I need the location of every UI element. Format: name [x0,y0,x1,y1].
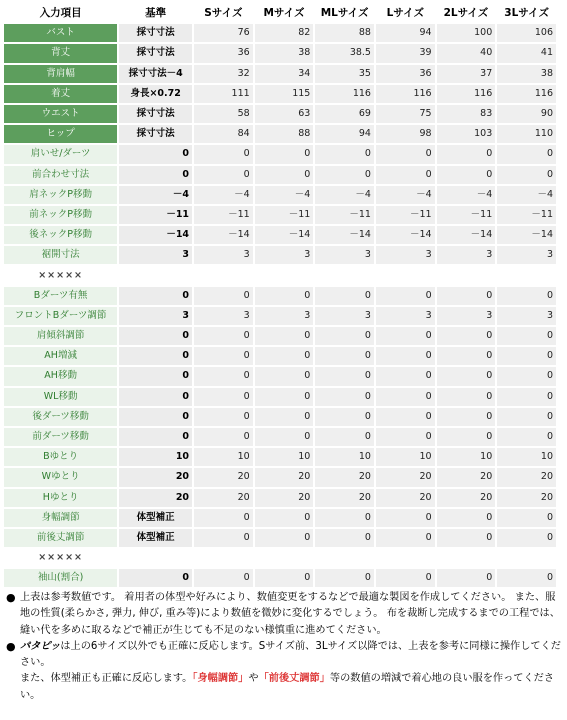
size-value-cell: 3 [376,307,435,325]
note-text: 上表は参考数値です。 着用者の体型や好みにより、数値変更をするなどで最適な製図を作成してください。 また、服地の性質(柔らかさ, 弾力, 伸び, 重み等)により数値を微妙に変化するでしょう。 布を裁断し完成するまでの工程では、縫い代を多めに取るなどで補正が生じても不足のない様慎重に進めてください。 [20,592,560,636]
size-value-cell: 20 [194,468,253,486]
size-value-cell: 0 [194,327,253,345]
note-item [6,639,562,672]
separator-label: ××××× [4,549,117,567]
base-cell: 採寸寸法 [119,24,192,42]
size-value-cell: 0 [376,388,435,406]
row-label: ヒップ [4,125,117,143]
base-cell: 3 [119,246,192,264]
empty-cell [437,549,496,567]
header-cell: 3Lサイズ [497,4,556,22]
size-value-cell: 3 [194,246,253,264]
size-value-cell: 0 [194,569,253,587]
size-value-cell: 110 [497,125,556,143]
size-value-cell: 20 [376,468,435,486]
highlight-term: 「前後丈調節」 [258,673,330,685]
row-label: 前合わせ寸法 [4,166,117,184]
header-cell: Lサイズ [376,4,435,22]
size-value-cell: 0 [194,145,253,163]
size-value-cell: 32 [194,65,253,83]
size-value-cell: 0 [315,367,374,385]
size-value-cell: 0 [194,388,253,406]
row-label: 着丈 [4,85,117,103]
row-label: 袖山(割合) [4,569,117,587]
row-label: 肩いせ/ダーツ [4,145,117,163]
empty-cell [315,549,374,567]
size-value-cell: 0 [497,347,556,365]
size-value-cell: 0 [497,408,556,426]
note-text: や [248,673,259,685]
size-value-cell: 0 [194,347,253,365]
empty-cell [497,266,556,284]
size-value-cell: －4 [255,186,314,204]
size-value-cell: －11 [194,206,253,224]
size-value-cell: 82 [255,24,314,42]
size-value-cell: 10 [437,448,496,466]
size-value-cell: －4 [497,186,556,204]
base-cell: 採寸寸法－4 [119,65,192,83]
table-row [4,327,556,345]
size-value-cell: 20 [376,489,435,507]
row-label: Wゆとり [4,468,117,486]
size-value-cell: 0 [194,428,253,446]
note-text: は上の6サイズ以外でも正確に反応します。Sサイズ前、3Lサイズ以降では、上表を参考に同様に操作してください。 [20,640,561,669]
size-value-cell: 3 [255,307,314,325]
size-value-cell: 0 [194,529,253,547]
size-value-cell: 0 [194,509,253,527]
note-item [6,590,562,639]
highlight-term: 「身幅調節」 [192,673,249,685]
base-cell: 0 [119,428,192,446]
size-value-cell: 0 [194,287,253,305]
empty-cell [315,266,374,284]
size-value-cell: 0 [437,428,496,446]
size-value-cell: 0 [255,428,314,446]
note-text: 等の数値の増減で着心地の良い服を作ってください。 [20,673,555,701]
row-label: フロントBダーツ調節 [4,307,117,325]
size-value-cell: 0 [376,347,435,365]
size-value-cell: 0 [315,408,374,426]
size-value-cell: －4 [376,186,435,204]
size-value-cell: 0 [376,166,435,184]
size-value-cell: 100 [437,24,496,42]
size-value-cell: 0 [376,509,435,527]
row-label: 前後丈調節 [4,529,117,547]
base-cell: 20 [119,489,192,507]
size-value-cell: 10 [376,448,435,466]
size-value-cell: －14 [497,226,556,244]
size-value-cell: 36 [194,44,253,62]
base-cell: 体型補正 [119,509,192,527]
size-value-cell: 0 [255,509,314,527]
row-label: 肩傾斜調節 [4,327,117,345]
bullet-icon: ● [6,591,16,604]
table-row [4,529,556,547]
row-label: 裾開寸法 [4,246,117,264]
size-value-cell: 3 [437,307,496,325]
size-value-cell: 90 [497,105,556,123]
size-value-cell: 36 [376,65,435,83]
table-row [4,246,556,264]
table-row [4,428,556,446]
size-value-cell: 0 [315,287,374,305]
table-row [4,206,556,224]
size-value-cell: 3 [497,307,556,325]
size-value-cell: 115 [255,85,314,103]
bullet-icon: ● [6,639,16,653]
size-value-cell: 0 [497,428,556,446]
size-value-cell: 63 [255,105,314,123]
row-label: 身幅調節 [4,509,117,527]
size-value-cell: 0 [315,166,374,184]
row-label: ウエスト [4,105,117,123]
size-value-cell: 10 [255,448,314,466]
size-value-cell: －14 [315,226,374,244]
size-value-cell: 20 [315,468,374,486]
size-value-cell: －11 [255,206,314,224]
base-cell: 0 [119,388,192,406]
header-cell: Sサイズ [194,4,253,22]
size-value-cell: 3 [497,246,556,264]
size-value-cell: 0 [376,408,435,426]
size-value-cell: －11 [315,206,374,224]
size-value-cell: 0 [437,367,496,385]
size-value-cell: 20 [255,468,314,486]
size-value-cell: 0 [194,166,253,184]
size-value-cell: 88 [315,24,374,42]
size-value-cell: 106 [497,24,556,42]
size-value-cell: 0 [315,569,374,587]
size-value-cell: 10 [497,448,556,466]
empty-cell [497,549,556,567]
size-value-cell: 0 [315,428,374,446]
size-value-cell: 41 [497,44,556,62]
size-value-cell: 0 [255,347,314,365]
table-row [4,85,556,103]
table-body [4,24,556,587]
size-value-cell: 0 [255,166,314,184]
table-row [4,468,556,486]
base-cell: －14 [119,226,192,244]
product-name: パタピッ [20,640,61,652]
size-value-cell: 0 [376,287,435,305]
empty-cell [194,266,253,284]
notes [6,590,562,704]
size-value-cell: －14 [194,226,253,244]
size-value-cell: 88 [255,125,314,143]
row-label: AH移動 [4,367,117,385]
table-row [4,388,556,406]
row-label: Bゆとり [4,448,117,466]
size-value-cell: 0 [437,145,496,163]
size-value-cell: 116 [437,85,496,103]
base-cell: 0 [119,327,192,345]
size-value-cell: 0 [437,287,496,305]
size-value-cell: 116 [497,85,556,103]
row-label: 肩ネックP移動 [4,186,117,204]
size-value-cell: 20 [315,489,374,507]
size-value-cell: －14 [255,226,314,244]
size-value-cell: 0 [315,388,374,406]
note-text: また、体型補正も正確に反応します。 [20,673,193,685]
table-row [4,125,556,143]
table-row [4,166,556,184]
size-value-cell: 84 [194,125,253,143]
size-value-cell: 0 [437,166,496,184]
row-label: 後ネックP移動 [4,226,117,244]
size-value-cell: 20 [437,468,496,486]
size-value-cell: 0 [376,529,435,547]
size-value-cell: 0 [437,529,496,547]
size-value-cell: 20 [255,489,314,507]
size-value-cell: 0 [376,367,435,385]
size-value-cell: 0 [437,347,496,365]
size-value-cell: 3 [315,307,374,325]
size-value-cell: 3 [315,246,374,264]
empty-cell [255,549,314,567]
base-cell: 体型補正 [119,529,192,547]
size-value-cell: 10 [194,448,253,466]
size-value-cell: 20 [194,489,253,507]
size-table [2,2,558,589]
empty-cell [376,549,435,567]
size-value-cell: 103 [437,125,496,143]
size-value-cell: 10 [315,448,374,466]
base-cell: 0 [119,408,192,426]
row-label: 背肩幅 [4,65,117,83]
size-value-cell: 20 [497,489,556,507]
table-row [4,105,556,123]
size-value-cell: 0 [437,327,496,345]
table-row [4,347,556,365]
size-value-cell: 0 [437,388,496,406]
empty-cell [255,266,314,284]
size-value-cell: －11 [376,206,435,224]
size-value-cell: －11 [437,206,496,224]
row-label: 前ダーツ移動 [4,428,117,446]
empty-cell [119,266,192,284]
size-value-cell: 20 [497,468,556,486]
row-label: 背丈 [4,44,117,62]
table-row [4,489,556,507]
base-cell: －11 [119,206,192,224]
size-value-cell: 0 [497,327,556,345]
row-label: Bダーツ有無 [4,287,117,305]
size-value-cell: 0 [315,509,374,527]
base-cell: 10 [119,448,192,466]
empty-cell [376,266,435,284]
table-row [4,509,556,527]
size-value-cell: 0 [437,509,496,527]
table-row [4,65,556,83]
size-value-cell: 38 [255,44,314,62]
table-row [4,448,556,466]
size-value-cell: 94 [376,24,435,42]
base-cell: 0 [119,569,192,587]
size-value-cell: 3 [437,246,496,264]
table-row [4,226,556,244]
size-value-cell: －11 [497,206,556,224]
base-cell: 採寸寸法 [119,105,192,123]
size-value-cell: 0 [315,347,374,365]
table-row [4,367,556,385]
size-value-cell: 0 [497,388,556,406]
size-value-cell: 75 [376,105,435,123]
size-value-cell: 3 [255,246,314,264]
size-value-cell: 38.5 [315,44,374,62]
base-cell: 20 [119,468,192,486]
base-cell: 0 [119,347,192,365]
size-value-cell: 0 [315,145,374,163]
size-value-cell: 69 [315,105,374,123]
size-value-cell: 0 [437,408,496,426]
size-value-cell: 94 [315,125,374,143]
size-value-cell: 0 [194,367,253,385]
size-value-cell: 116 [376,85,435,103]
size-value-cell: 0 [497,509,556,527]
header-row [4,4,556,22]
empty-cell [119,549,192,567]
size-value-cell: 0 [255,145,314,163]
row-label: 前ネックP移動 [4,206,117,224]
row-label: Hゆとり [4,489,117,507]
size-value-cell: 0 [497,367,556,385]
table-row [4,307,556,325]
base-cell: －4 [119,186,192,204]
size-value-cell: 0 [194,408,253,426]
separator-row [4,266,556,284]
table-row [4,44,556,62]
size-value-cell: －14 [376,226,435,244]
header-cell: 入力項目 [4,4,117,22]
size-value-cell: 0 [376,569,435,587]
size-value-cell: 98 [376,125,435,143]
base-cell: 採寸寸法 [119,44,192,62]
size-value-cell: －4 [194,186,253,204]
size-value-cell: －4 [437,186,496,204]
size-value-cell: 0 [315,529,374,547]
size-value-cell: 0 [376,145,435,163]
base-cell: 3 [119,307,192,325]
size-value-cell: 37 [437,65,496,83]
size-value-cell: 0 [497,287,556,305]
base-cell: 身長×0.72 [119,85,192,103]
size-value-cell: 0 [497,145,556,163]
empty-cell [194,549,253,567]
size-value-cell: 40 [437,44,496,62]
size-value-cell: 0 [315,327,374,345]
size-value-cell: －4 [315,186,374,204]
size-value-cell: 83 [437,105,496,123]
size-value-cell: 76 [194,24,253,42]
size-value-cell: 3 [194,307,253,325]
header-cell: 基準 [119,4,192,22]
table-row [4,569,556,587]
base-cell: 0 [119,166,192,184]
size-value-cell: 0 [255,569,314,587]
size-value-cell: 3 [376,246,435,264]
row-label: バスト [4,24,117,42]
size-value-cell: 34 [255,65,314,83]
row-label: AH増減 [4,347,117,365]
size-value-cell: 20 [437,489,496,507]
base-cell: 0 [119,287,192,305]
separator-label: ××××× [4,266,117,284]
size-value-cell: 116 [315,85,374,103]
header-cell: 2Lサイズ [437,4,496,22]
size-value-cell: 58 [194,105,253,123]
size-value-cell: 0 [255,327,314,345]
separator-row [4,549,556,567]
size-value-cell: 111 [194,85,253,103]
table-row [4,287,556,305]
size-value-cell: 39 [376,44,435,62]
header-cell: Mサイズ [255,4,314,22]
row-label: WL移動 [4,388,117,406]
size-value-cell: 0 [376,327,435,345]
size-value-cell: 0 [497,529,556,547]
size-value-cell: 0 [437,569,496,587]
base-cell: 0 [119,367,192,385]
row-label: 後ダーツ移動 [4,408,117,426]
size-value-cell: 0 [376,428,435,446]
size-value-cell: 38 [497,65,556,83]
size-value-cell: 35 [315,65,374,83]
empty-cell [437,266,496,284]
size-value-cell: 0 [255,388,314,406]
table-row [4,408,556,426]
size-value-cell: 0 [255,408,314,426]
base-cell: 採寸寸法 [119,125,192,143]
size-value-cell: 0 [497,569,556,587]
header-cell: MLサイズ [315,4,374,22]
size-value-cell: 0 [255,287,314,305]
size-value-cell: 0 [255,367,314,385]
table-row [4,24,556,42]
table-row [4,145,556,163]
size-value-cell: 0 [255,529,314,547]
note-sub [6,671,562,704]
size-value-cell: －14 [437,226,496,244]
base-cell: 0 [119,145,192,163]
table-row [4,186,556,204]
size-value-cell: 0 [497,166,556,184]
